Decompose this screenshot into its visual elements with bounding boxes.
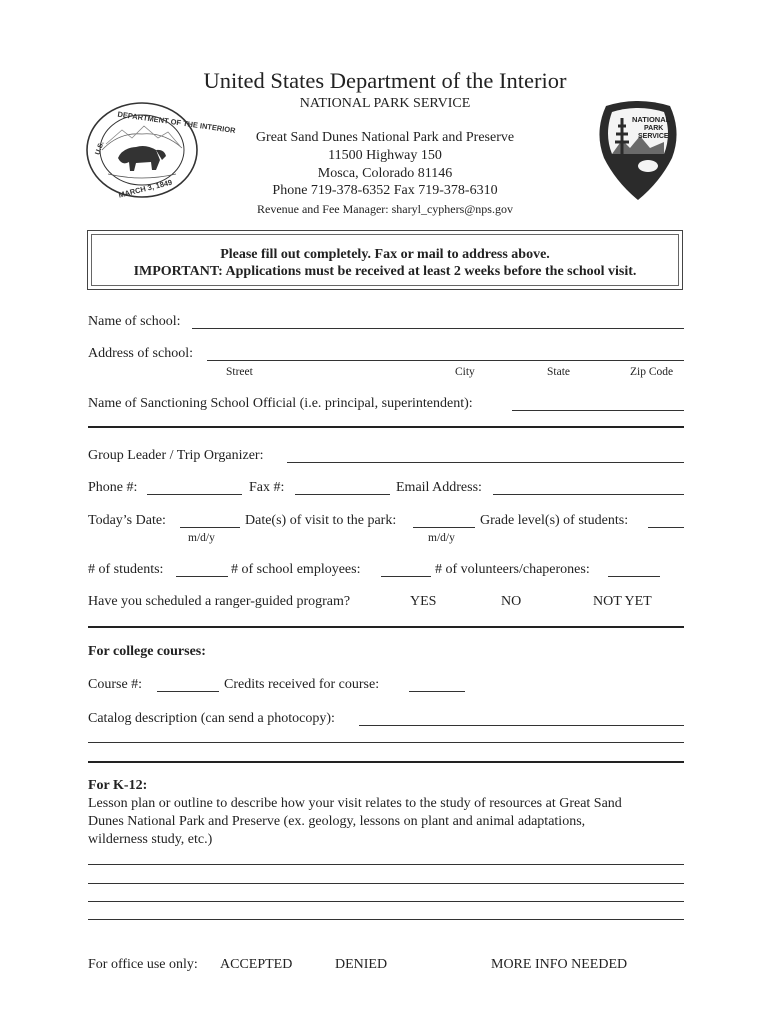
college-heading: For college courses:: [88, 644, 206, 659]
section-divider-2: [88, 626, 684, 628]
visit-dates-field[interactable]: [413, 527, 475, 528]
credits-label: Credits received for course:: [224, 677, 380, 692]
street-address: 11500 Highway 150: [328, 148, 442, 163]
section-divider-1: [88, 426, 684, 428]
seal-bottom-text: MARCH 3, 1849: [117, 177, 174, 200]
lesson-plan-line-2[interactable]: [88, 883, 684, 884]
school-name-field[interactable]: [192, 328, 684, 329]
num-employees-label: # of school employees:: [231, 562, 361, 577]
option-no[interactable]: NO: [501, 594, 522, 609]
course-number-field[interactable]: [157, 691, 219, 692]
office-denied: DENIED: [335, 957, 388, 972]
grade-levels-label: Grade level(s) of students:: [480, 513, 629, 528]
school-address-field[interactable]: [207, 360, 684, 361]
nps-arrowhead-logo-icon: [592, 96, 684, 202]
nps-logo-line3: SERVICE: [638, 133, 669, 140]
today-date-hint: m/d/y: [188, 532, 215, 544]
address-state-hint: State: [547, 366, 570, 378]
catalog-label: Catalog description (can send a photocopy):: [88, 711, 335, 726]
seal-top-text: DEPARTMENT OF THE INTERIOR: [116, 109, 237, 136]
office-more-info: MORE INFO NEEDED: [491, 957, 628, 972]
address-city-hint: City: [455, 366, 475, 378]
email-label: Email Address:: [396, 480, 482, 495]
phone-label: Phone #:: [88, 480, 138, 495]
num-students-label: # of students:: [88, 562, 164, 577]
city-state-zip: Mosca, Colorado 81146: [317, 166, 453, 181]
ranger-program-question: Have you scheduled a ranger-guided program?: [88, 594, 351, 609]
service-name: NATIONAL PARK SERVICE: [299, 96, 471, 111]
address-zip-hint: Zip Code: [630, 366, 674, 378]
section-divider-3: [88, 761, 684, 763]
fax-label: Fax #:: [249, 480, 285, 495]
nps-logo-line1: NATIONAL: [632, 115, 671, 124]
catalog-field-line-2[interactable]: [88, 742, 684, 743]
group-leader-field[interactable]: [287, 462, 684, 463]
park-name: Great Sand Dunes National Park and Preserve: [255, 130, 515, 145]
lesson-plan-line-4[interactable]: [88, 919, 684, 920]
school-address-label: Address of school:: [88, 346, 193, 361]
doi-seal-icon: [84, 100, 237, 200]
phone-field[interactable]: [147, 494, 242, 495]
office-use-label: For office use only:: [88, 957, 198, 972]
num-employees-field[interactable]: [381, 576, 431, 577]
k12-text-line-2: Dunes National Park and Preserve (ex. geology, lessons on plant and animal adaptations,: [88, 814, 586, 829]
today-date-field[interactable]: [180, 527, 240, 528]
catalog-field[interactable]: [359, 725, 684, 726]
fax-field[interactable]: [295, 494, 390, 495]
k12-heading: For K-12:: [88, 778, 148, 793]
option-not-yet[interactable]: NOT YET: [593, 594, 652, 609]
office-accepted: ACCEPTED: [220, 957, 293, 972]
school-name-label: Name of school:: [88, 314, 181, 329]
fee-manager: Revenue and Fee Manager: sharyl_cyphers@nps.gov: [257, 202, 513, 216]
lesson-plan-line-3[interactable]: [88, 901, 684, 902]
address-street-hint: Street: [226, 366, 253, 378]
grade-levels-field[interactable]: [648, 527, 684, 528]
department-title: United States Department of the Interior: [203, 68, 567, 93]
seal-left-text: U.S.: [94, 140, 106, 156]
lesson-plan-line-1[interactable]: [88, 864, 684, 865]
group-leader-label: Group Leader / Trip Organizer:: [88, 448, 264, 463]
notice-line-2: IMPORTANT: Applications must be received at least 2 weeks before the school visit.: [133, 264, 637, 279]
today-date-label: Today’s Date:: [88, 513, 166, 528]
k12-text-line-1: Lesson plan or outline to describe how your visit relates to the study of resources at Great Sand: [88, 796, 622, 811]
k12-text-line-3: wilderness study, etc.): [88, 832, 213, 847]
visit-date-hint: m/d/y: [428, 532, 455, 544]
notice-line-1: Please fill out completely. Fax or mail to address above.: [220, 247, 550, 262]
num-students-field[interactable]: [176, 576, 228, 577]
credits-field[interactable]: [409, 691, 465, 692]
num-volunteers-field[interactable]: [608, 576, 660, 577]
official-label: Name of Sanctioning School Official (i.e. principal, superintendent):: [88, 396, 473, 411]
option-yes[interactable]: YES: [410, 594, 437, 609]
nps-logo-line2: PARK: [644, 125, 664, 132]
course-number-label: Course #:: [88, 677, 143, 692]
num-volunteers-label: # of volunteers/chaperones:: [435, 562, 590, 577]
visit-dates-label: Date(s) of visit to the park:: [245, 513, 397, 528]
official-field[interactable]: [512, 410, 684, 411]
email-field[interactable]: [493, 494, 684, 495]
phone-fax: Phone 719-378-6352 Fax 719-378-6310: [272, 183, 498, 198]
